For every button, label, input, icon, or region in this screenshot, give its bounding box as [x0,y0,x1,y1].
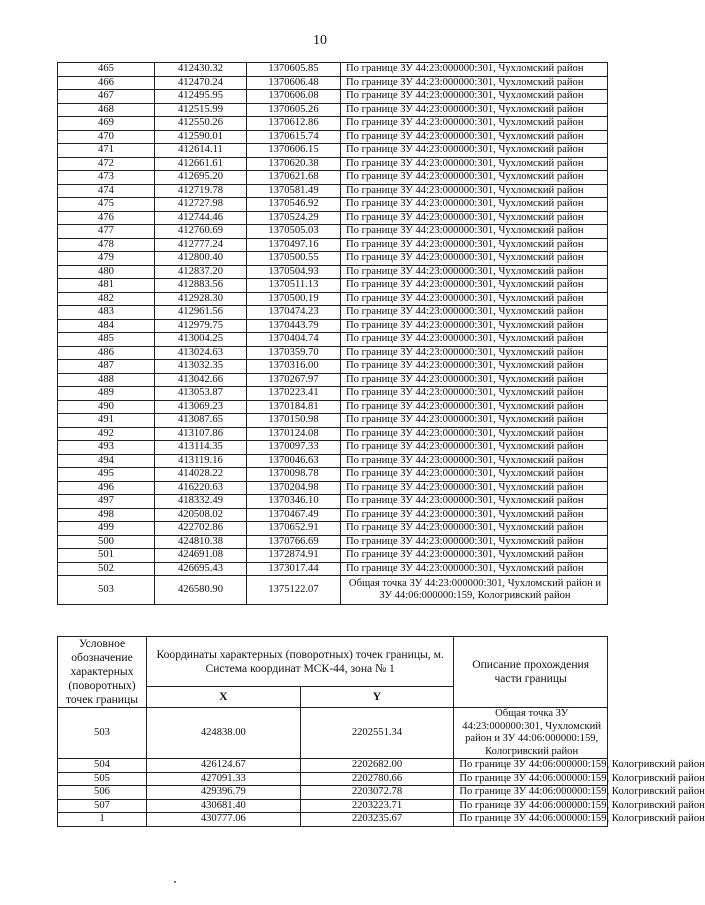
point-number: 494 [58,454,155,468]
coord-x: 413042.66 [155,373,247,387]
point-number: 472 [58,157,155,171]
coord-x: 412979.75 [155,319,247,333]
boundary-description: По границе ЗУ 44:23:000000:301, Чухломский район [341,265,608,279]
boundary-description: По границе ЗУ 44:23:000000:301, Чухломский район [341,117,608,131]
table-row [58,535,608,549]
boundary-description: По границе ЗУ 44:23:000000:301, Чухломский район [341,279,608,293]
table-row [58,562,608,576]
boundary-description: По границе ЗУ 44:23:000000:301, Чухломский район [341,549,608,563]
coord-x: 429396.79 [147,786,301,800]
boundary-description: По границе ЗУ 44:23:000000:301, Чухломский район [341,63,608,77]
coord-y: 1370150.98 [247,414,341,428]
table-row [58,427,608,441]
table-row [58,90,608,104]
point-number: 502 [58,562,155,576]
coord-y: 1370467.49 [247,508,341,522]
point-number: 1 [58,813,147,827]
point-number: 496 [58,481,155,495]
coord-y: 1370606.48 [247,76,341,90]
coord-y: 1370204.98 [247,481,341,495]
table-row [58,103,608,117]
table-row [58,238,608,252]
boundary-description: Общая точка ЗУ 44:23:000000:301, Чухломский район и ЗУ 44:06:000000:159, Кологривский район [341,576,608,605]
table-row [58,198,608,212]
table-row [58,414,608,428]
coord-x: 412430.32 [155,63,247,77]
coord-x: 426580.90 [155,576,247,605]
coord-x: 412550.26 [155,117,247,131]
point-number: 507 [58,799,147,813]
table-row [58,799,608,813]
point-number: 476 [58,211,155,225]
coord-y: 1370443.79 [247,319,341,333]
table-row [58,400,608,414]
coord-x: 412695.20 [155,171,247,185]
table-row [58,306,608,320]
boundary-description: По границе ЗУ 44:23:000000:301, Чухломский район [341,468,608,482]
point-number: 469 [58,117,155,131]
coord-y: 1370500.19 [247,292,341,306]
table-row [58,279,608,293]
table-row [58,252,608,266]
point-number: 478 [58,238,155,252]
coord-y: 1370184.81 [247,400,341,414]
table-row [58,387,608,401]
point-number: 495 [58,468,155,482]
point-number: 491 [58,414,155,428]
table-row [58,333,608,347]
table-row [58,184,608,198]
coord-x: 427091.33 [147,772,301,786]
point-number: 505 [58,772,147,786]
boundary-description: По границе ЗУ 44:23:000000:301, Чухломский район [341,400,608,414]
coord-y: 1370505.03 [247,225,341,239]
point-number: 465 [58,63,155,77]
point-number: 473 [58,171,155,185]
coord-x: 422702.86 [155,522,247,536]
header-point-symbol: Условное обозначение характерных (поворотных) точек границы [58,637,147,708]
header-coordinates: Координаты характерных (поворотных) точек границы, м. Система координат МСК-44, зона № 1 [147,637,454,687]
page-number: 10 [313,33,327,48]
boundary-description: По границе ЗУ 44:23:000000:301, Чухломский район [341,522,608,536]
coord-x: 412928.30 [155,292,247,306]
table-row [58,373,608,387]
coordinates-table-2-header [58,637,608,708]
coord-y: 2202551.34 [300,708,454,759]
table-row [58,265,608,279]
point-number: 499 [58,522,155,536]
coord-x: 420508.02 [155,508,247,522]
coord-x: 430681.40 [147,799,301,813]
point-number: 483 [58,306,155,320]
boundary-description: Общая точка ЗУ 44:23:000000:301, Чухломский район и ЗУ 44:06:000000:159, Кологривский район [454,708,608,759]
coord-y: 1370097.33 [247,441,341,455]
boundary-description: По границе ЗУ 44:23:000000:301, Чухломский район [341,373,608,387]
point-number: 477 [58,225,155,239]
boundary-description: По границе ЗУ 44:23:000000:301, Чухломский район [341,441,608,455]
coord-x: 412727.98 [155,198,247,212]
coord-x: 413032.35 [155,360,247,374]
coord-y: 2203072.78 [300,786,454,800]
table-row [58,481,608,495]
table-row [58,130,608,144]
point-number: 504 [58,759,147,773]
table-row [58,508,608,522]
boundary-description: По границе ЗУ 44:23:000000:301, Чухломский район [341,238,608,252]
boundary-description: По границе ЗУ 44:23:000000:301, Чухломский район [341,319,608,333]
coord-x: 412515.99 [155,103,247,117]
coord-y: 1370346.10 [247,495,341,509]
coord-y: 2203235.67 [300,813,454,827]
header-y: Y [300,687,454,708]
boundary-description: По границе ЗУ 44:23:000000:301, Чухломский район [341,90,608,104]
boundary-description: По границе ЗУ 44:23:000000:301, Чухломский район [341,346,608,360]
coord-y: 1370046.63 [247,454,341,468]
coord-y: 1370359.70 [247,346,341,360]
table-row [58,468,608,482]
coord-y: 1370652.91 [247,522,341,536]
coord-x: 412495.95 [155,90,247,104]
boundary-description: По границе ЗУ 44:23:000000:301, Чухломский район [341,292,608,306]
boundary-description: По границе ЗУ 44:06:000000:159, Кологривский район [454,786,608,800]
coord-y: 1370098.78 [247,468,341,482]
point-number: 497 [58,495,155,509]
point-number: 480 [58,265,155,279]
point-number: 501 [58,549,155,563]
coordinates-table-2-body [58,708,705,827]
table-row [58,772,608,786]
coord-x: 413069.23 [155,400,247,414]
boundary-description: По границе ЗУ 44:23:000000:301, Чухломский район [341,508,608,522]
boundary-description: По границе ЗУ 44:23:000000:301, Чухломский район [341,495,608,509]
coord-y: 1372874.91 [247,549,341,563]
coord-x: 416220.63 [155,481,247,495]
coord-x: 414028.22 [155,468,247,482]
coord-y: 1370612.86 [247,117,341,131]
point-number: 498 [58,508,155,522]
coord-x: 424810.38 [155,535,247,549]
coordinates-table-1-body [58,63,608,605]
point-number: 470 [58,130,155,144]
coord-x: 412614.11 [155,144,247,158]
coord-y: 1370766.69 [247,535,341,549]
point-number: 482 [58,292,155,306]
boundary-description: По границе ЗУ 44:23:000000:301, Чухломский район [341,198,608,212]
coord-y: 1370223.41 [247,387,341,401]
coord-y: 1370620.38 [247,157,341,171]
coord-x: 413024.63 [155,346,247,360]
table-row [58,454,608,468]
boundary-description: По границе ЗУ 44:23:000000:301, Чухломский район [341,211,608,225]
boundary-description: По границе ЗУ 44:23:000000:301, Чухломский район [341,481,608,495]
coordinates-table-1 [57,62,608,605]
table-row [58,786,608,800]
coord-y: 1370316.00 [247,360,341,374]
table-row [58,117,608,131]
coord-y: 1373017.44 [247,562,341,576]
point-number: 484 [58,319,155,333]
coordinates-table-2 [57,636,705,827]
boundary-description: По границе ЗУ 44:23:000000:301, Чухломский район [341,157,608,171]
boundary-description: По границе ЗУ 44:23:000000:301, Чухломский район [341,171,608,185]
coord-x: 412883.56 [155,279,247,293]
scan-speck [174,881,176,883]
boundary-description: По границе ЗУ 44:23:000000:301, Чухломский район [341,562,608,576]
table-row [58,360,608,374]
coord-y: 1370511.13 [247,279,341,293]
coord-y: 1370615.74 [247,130,341,144]
table-row [58,549,608,563]
table-row [58,759,608,773]
boundary-description: По границе ЗУ 44:23:000000:301, Чухломский район [341,130,608,144]
point-number: 493 [58,441,155,455]
point-number: 485 [58,333,155,347]
point-number: 467 [58,90,155,104]
coord-y: 1370606.15 [247,144,341,158]
table-row [58,211,608,225]
point-number: 474 [58,184,155,198]
table-row [58,171,608,185]
boundary-description: По границе ЗУ 44:23:000000:301, Чухломский район [341,535,608,549]
boundary-description: По границе ЗУ 44:23:000000:301, Чухломский район [341,103,608,117]
coord-x: 413004.25 [155,333,247,347]
point-number: 487 [58,360,155,374]
coord-x: 424838.00 [147,708,301,759]
boundary-description: По границе ЗУ 44:23:000000:301, Чухломский район [341,454,608,468]
point-number: 475 [58,198,155,212]
boundary-description: По границе ЗУ 44:06:000000:159, Кологривский район [454,759,608,773]
coord-x: 412470.24 [155,76,247,90]
point-number: 466 [58,76,155,90]
point-number: 503 [58,708,147,759]
coord-y: 2202682.00 [300,759,454,773]
coord-x: 412800.40 [155,252,247,266]
point-number: 468 [58,103,155,117]
coord-x: 412961.56 [155,306,247,320]
coord-y: 1370124.08 [247,427,341,441]
point-number: 492 [58,427,155,441]
boundary-description: По границе ЗУ 44:23:000000:301, Чухломский район [341,427,608,441]
coord-y: 1370504.93 [247,265,341,279]
coord-y: 1370546.92 [247,198,341,212]
coord-y: 1370497.16 [247,238,341,252]
table-row [58,76,608,90]
coord-x: 413107.86 [155,427,247,441]
coord-y: 1370581.49 [247,184,341,198]
boundary-description: По границе ЗУ 44:23:000000:301, Чухломский район [341,333,608,347]
point-number: 486 [58,346,155,360]
boundary-description: По границе ЗУ 44:06:000000:159, Кологривский район [454,772,608,786]
coord-x: 412661.61 [155,157,247,171]
point-number: 503 [58,576,155,605]
boundary-description: По границе ЗУ 44:23:000000:301, Чухломский район [341,360,608,374]
table-row [58,319,608,333]
boundary-description: По границе ЗУ 44:23:000000:301, Чухломский район [341,184,608,198]
point-number: 489 [58,387,155,401]
table-row [58,157,608,171]
coord-x: 426695.43 [155,562,247,576]
table-row [58,495,608,509]
table-row [58,813,608,827]
point-number: 481 [58,279,155,293]
coord-y: 1370267.97 [247,373,341,387]
header-x: X [147,687,301,708]
table-row [58,144,608,158]
coord-x: 412719.78 [155,184,247,198]
coord-y: 1370605.85 [247,63,341,77]
coord-y: 1370606.08 [247,90,341,104]
coord-x: 412760.69 [155,225,247,239]
point-number: 479 [58,252,155,266]
point-number: 506 [58,786,147,800]
boundary-description: По границе ЗУ 44:06:000000:159, Кологривский район [454,799,608,813]
coord-x: 426124.67 [147,759,301,773]
coord-x: 413114.35 [155,441,247,455]
coord-y: 1370605.26 [247,103,341,117]
boundary-description: По границе ЗУ 44:23:000000:301, Чухломский район [341,225,608,239]
table-row [58,292,608,306]
point-number: 471 [58,144,155,158]
coord-y: 1370474.23 [247,306,341,320]
coord-x: 412777.24 [155,238,247,252]
table-row [58,346,608,360]
header-row [58,637,608,687]
table-row [58,576,608,605]
point-number: 488 [58,373,155,387]
table-row [58,522,608,536]
point-number: 500 [58,535,155,549]
boundary-description: По границе ЗУ 44:23:000000:301, Чухломский район [341,387,608,401]
boundary-description: По границе ЗУ 44:23:000000:301, Чухломский район [341,306,608,320]
coord-x: 413119.16 [155,454,247,468]
coord-y: 1370500.55 [247,252,341,266]
coord-y: 1370524.29 [247,211,341,225]
table-row [58,63,608,77]
coord-x: 424691.08 [155,549,247,563]
header-description: Описание прохождения части границы [454,637,608,708]
coord-y: 2202780.66 [300,772,454,786]
coord-x: 412590.01 [155,130,247,144]
boundary-description: По границе ЗУ 44:23:000000:301, Чухломский район [341,76,608,90]
table-row [58,708,608,759]
table-row [58,441,608,455]
boundary-description: По границе ЗУ 44:23:000000:301, Чухломский район [341,414,608,428]
coord-y: 1370404.74 [247,333,341,347]
coord-y: 1370621.68 [247,171,341,185]
coord-x: 412837.20 [155,265,247,279]
coord-x: 412744.46 [155,211,247,225]
coord-x: 430777.06 [147,813,301,827]
boundary-description: По границе ЗУ 44:23:000000:301, Чухломский район [341,144,608,158]
coord-x: 413053.87 [155,387,247,401]
coord-x: 413087.65 [155,414,247,428]
boundary-description: По границе ЗУ 44:23:000000:301, Чухломский район [341,252,608,266]
coord-x: 418332.49 [155,495,247,509]
table-row [58,225,608,239]
boundary-description: По границе ЗУ 44:06:000000:159, Кологривский район [454,813,608,827]
point-number: 490 [58,400,155,414]
coord-y: 2203223.71 [300,799,454,813]
coord-y: 1375122.07 [247,576,341,605]
